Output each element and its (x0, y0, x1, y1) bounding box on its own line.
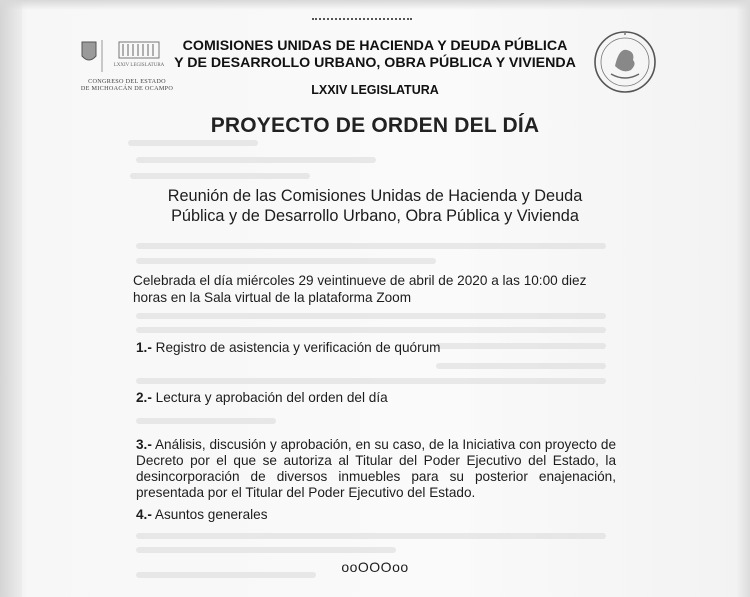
bleed-through-line (136, 258, 436, 264)
bleed-through-line (136, 327, 606, 333)
meeting-line1: Reunión de las Comisiones Unidas de Hacienda y Deuda (167, 187, 583, 205)
bleed-through-line (136, 313, 606, 319)
agenda-item-4 (136, 507, 616, 523)
page-edge-shadow (0, 0, 22, 597)
legislatura-label: LXXIV LEGISLATURA (311, 83, 439, 97)
agenda-item-3 (136, 437, 616, 501)
agenda-item-2 (136, 390, 616, 406)
header-title (150, 38, 600, 72)
congress-name: CONGRESO DEL ESTADO (88, 78, 166, 85)
top-shadow (0, 0, 750, 10)
bleed-through-line (436, 363, 606, 369)
document-title: PROYECTO DE ORDEN DEL DÍA (210, 114, 540, 137)
date-line: Celebrada el día miércoles 29 veintinueve de abril de 2020 a las 10:00 diez (133, 273, 587, 288)
agenda-item-text: Asuntos generales (154, 507, 268, 522)
agenda-item-number: 2.- (136, 390, 152, 405)
agenda-item-text: Análisis, discusión y aprobación, en su caso, de la Iniciativa con proyecto de Decreto por el que se autoriza al Titular del Poder Ejecutivo del Estado, la desincorporación de diversos inmuebles para su posterior enajenación, presentada por el Titular del Poder Ejecutivo del Estado. (136, 437, 617, 500)
svg-text:LXXIV LEGISLATURA: LXXIV LEGISLATURA (113, 63, 165, 68)
header-title-line2: Y DE DESARROLLO URBANO, OBRA PÚBLICA Y VIVIENDA (174, 55, 576, 71)
bleed-through-line (136, 418, 276, 424)
agenda-item-text: Registro de asistencia y verificación de quórum (155, 340, 441, 355)
agenda-item-1 (136, 340, 616, 356)
top-ornament (312, 18, 412, 26)
meeting-date-place (133, 272, 623, 306)
place-line: horas en la Sala virtual de la plataforma Zoom (133, 290, 412, 305)
bleed-through-line (136, 378, 606, 384)
header-title-line1: COMISIONES UNIDAS DE HACIENDA Y DEUDA PÚBLICA (182, 38, 568, 54)
agenda-item-number: 4.- (136, 507, 152, 522)
bleed-through-line (136, 533, 606, 539)
right-edge-shadow (736, 0, 750, 597)
meeting-description (120, 186, 630, 226)
meeting-line2: Pública y de Desarrollo Urbano, Obra Pública y Vivienda (171, 207, 579, 225)
bleed-through-line (130, 173, 310, 179)
closing-ornament: ooOOOoo (341, 559, 409, 575)
agenda-item-number: 1.- (136, 340, 152, 355)
bleed-through-line (128, 140, 258, 146)
state-name: DE MICHOACÁN DE OCAMPO (80, 85, 174, 93)
bleed-through-line (136, 547, 396, 553)
mexico-coat-of-arms-icon (593, 30, 657, 94)
bleed-through-line (136, 157, 376, 163)
agenda-item-text: Lectura y aprobación del orden del día (155, 390, 388, 405)
agenda-item-number: 3.- (136, 437, 152, 452)
bleed-through-line (136, 572, 316, 578)
bleed-through-line (136, 243, 606, 249)
